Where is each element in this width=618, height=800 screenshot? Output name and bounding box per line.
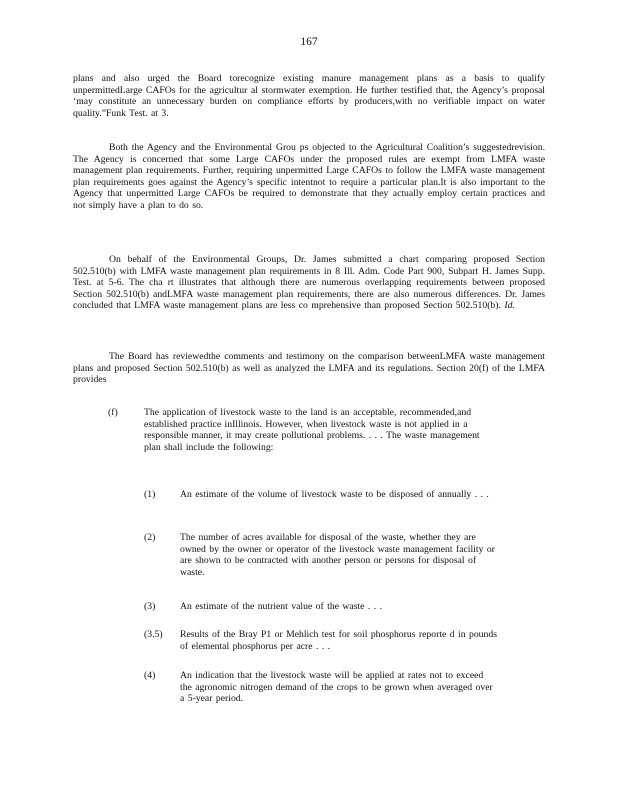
quote-item-label: (f) [108,407,118,418]
quote-subitem-text: The number of acres available for disposal of the waste, whether they are owned by the owner or operator of the livestock waste management facility or are shown to be contracted with another person or persons for disposal of waste. [180,532,495,578]
paragraph-continuation: plans and also urged the Board torecognize existing manure management plans as a basis to qualify unpermittedLarge CAFOs for the agricultur al stormwater exemption. He further testified that, the Agency’s proposal ‘may constitute an unnecessary burden on compliance efforts by producers,with no verifiable impact on water quality.”Funk Test. at 3. [73,73,545,119]
citation-id: Id. [504,300,515,312]
paragraph-board-review: The Board has reviewedthe comments and testimony on the comparison betweenLMFA waste management plans and proposed Section 502.510(b) as well as analyzed the LMFA and its regulations. Section 20(f) of the LMFA provides [73,351,545,386]
paragraph-agency-objection: Both the Agency and the Environmental Grou ps objected to the Agricultural Coalition’s suggestedrevision. The Agency is concerned that some Large CAFOs under the proposed rules are exempt from LMFA waste management plan requirements. Further, requiring unpermitted Large CAFOs to follow the LMFA waste management plan requirements goes against the Agency’s specific intentnot to require a particular plan.It is also important to the Agency that unpermitted Large CAFOs be required to demonstrate that they actually employ certain practices and not simply have a plan to do so. [73,142,545,211]
quote-subitem-label: (3) [144,601,156,612]
quote-subitem-label: (2) [144,532,156,543]
quote-item-f [108,407,498,453]
quote-item-text: The application of livestock waste to the land is an acceptable, recommended,and established practice inIllinois. However, when livestock waste is not applied in a responsible manner, it may create pollutional problems. . . . The waste management plan shall include the following: [144,407,480,453]
quote-subitem-label: (4) [144,670,156,681]
quote-subitem-text: An indication that the livestock waste will be applied at rates not to exceed the agronomic nitrogen demand of the crops to be grown when averaged over a 5-year period. [180,670,493,705]
quote-subitem-2 [144,532,498,578]
quote-subitem-3-5 [144,629,498,652]
paragraph-dr-james-chart-text: On behalf of the Environmental Groups, Dr. James submitted a chart comparing proposed Section 502.510(b) with LMFA waste management plan requirements in 8 Ill. Adm. Code Part 900, Subpart H. James Supp. Test. at 5-6. The cha rt illustrates that although there are numerous overlapping requirements between proposed Section 502.510(b) andLMFA waste management plan requirements, there are also numerous differences. Dr. James concluded that LMFA waste management plans are less co mprehensive than proposed Section 502.510(b). [73,254,545,312]
quote-subitem-1 [144,489,498,501]
quote-subitem-4 [144,670,498,705]
page-number: 167 [300,36,318,48]
quote-subitem-label: (3.5) [144,629,163,640]
paragraph-dr-james-chart [73,254,545,312]
quote-subitem-3 [144,601,498,613]
quote-subitem-text: Results of the Bray P1 or Mehlich test for soil phosphorus reporte d in pounds of elemental phosphorus per acre . . . [180,629,497,652]
quote-subitem-label: (1) [144,489,156,500]
quote-subitem-text: An estimate of the nutrient value of the waste . . . [180,601,383,612]
quote-subitem-text: An estimate of the volume of livestock waste to be disposed of annually . . . [180,489,489,500]
